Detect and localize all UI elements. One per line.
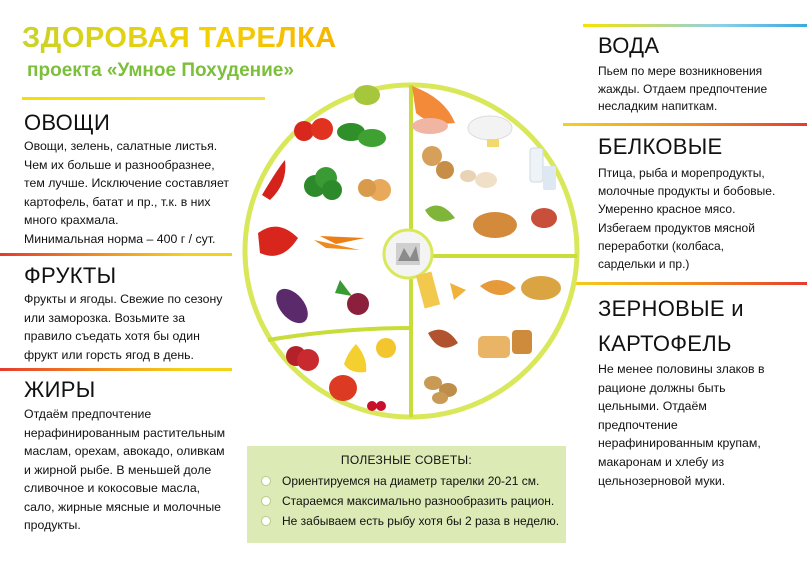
page-title: ЗДОРОВАЯ ТАРЕЛКА (22, 22, 337, 54)
bullet-icon (261, 476, 271, 486)
fruits-text: Фрукты и ягоды. Свежие по сезону или заморозка. Возьмите за правило съедать хотя бы один фрукт или горсть ягод в день. (24, 292, 223, 362)
water-heading: ВОДА (598, 33, 660, 58)
header-divider (22, 97, 265, 100)
center-logo-icon (396, 243, 420, 265)
tips-title: ПОЛЕЗНЫЕ СОВЕТЫ: (340, 453, 473, 467)
divider-top-right (583, 24, 807, 27)
bullet-icon (261, 496, 271, 506)
protein-heading: БЕЛКОВЫЕ (598, 134, 723, 159)
tips-list (247, 471, 566, 531)
fats-text: Отдаём предпочтение нерафинированным растительным маслам, орехам, авокадо, оливкам и жирной рыбе. В меньшей доле сливочное и кокосовые масла, сало, жирные мясные и молочные продукты. (24, 407, 226, 532)
bullet-icon (261, 516, 271, 526)
vegetables-text: Овощи, зелень, салатные листья. Чем их больше и разнообразнее, тем лучше. Исключение составляет картофель, батат и пр., т.к. в них много крахмала. Минимальная норма – 400 г / сут. (24, 139, 230, 246)
divider-fruits-fats (0, 368, 232, 371)
grains-text: Не менее половины злаков в рационе должны быть цельными. Отдаём предпочтение нерафинированным крупам, макаронам и хлебу из цельнозерновой муки. (598, 362, 765, 488)
divider-water-protein (563, 123, 807, 126)
grains-heading-line2: КАРТОФЕЛЬ (598, 331, 732, 356)
tips-box (247, 446, 566, 543)
page-subtitle: проекта «Умное Похудение» (27, 60, 294, 81)
tip-item: Стараемся максимально разнообразить рацион. (261, 491, 566, 511)
healthy-plate (240, 68, 582, 428)
vegetables-heading: ОВОЩИ (24, 110, 111, 135)
water-text: Пьем по мере возникновения жажды. Отдаем предпочтение несладким напиткам. (598, 64, 768, 113)
fats-heading: ЖИРЫ (24, 377, 96, 402)
protein-text: Птица, рыба и морепродукты, молочные продукты и бобовые. Умеренно красное мясо. Избегаем продуктов мясной переработки (колбаса, сардельки и пр.) (598, 166, 776, 272)
grains-heading-line1: ЗЕРНОВЫЕ и (598, 296, 744, 321)
tip-item: Не забываем есть рыбу хотя бы 2 раза в неделю. (261, 511, 566, 531)
tip-item: Ориентируемся на диаметр тарелки 20-21 см. (261, 471, 566, 491)
divider-protein-grains (563, 282, 807, 285)
divider-vegetables-fruits (0, 253, 232, 256)
fruits-heading: ФРУКТЫ (24, 263, 117, 288)
